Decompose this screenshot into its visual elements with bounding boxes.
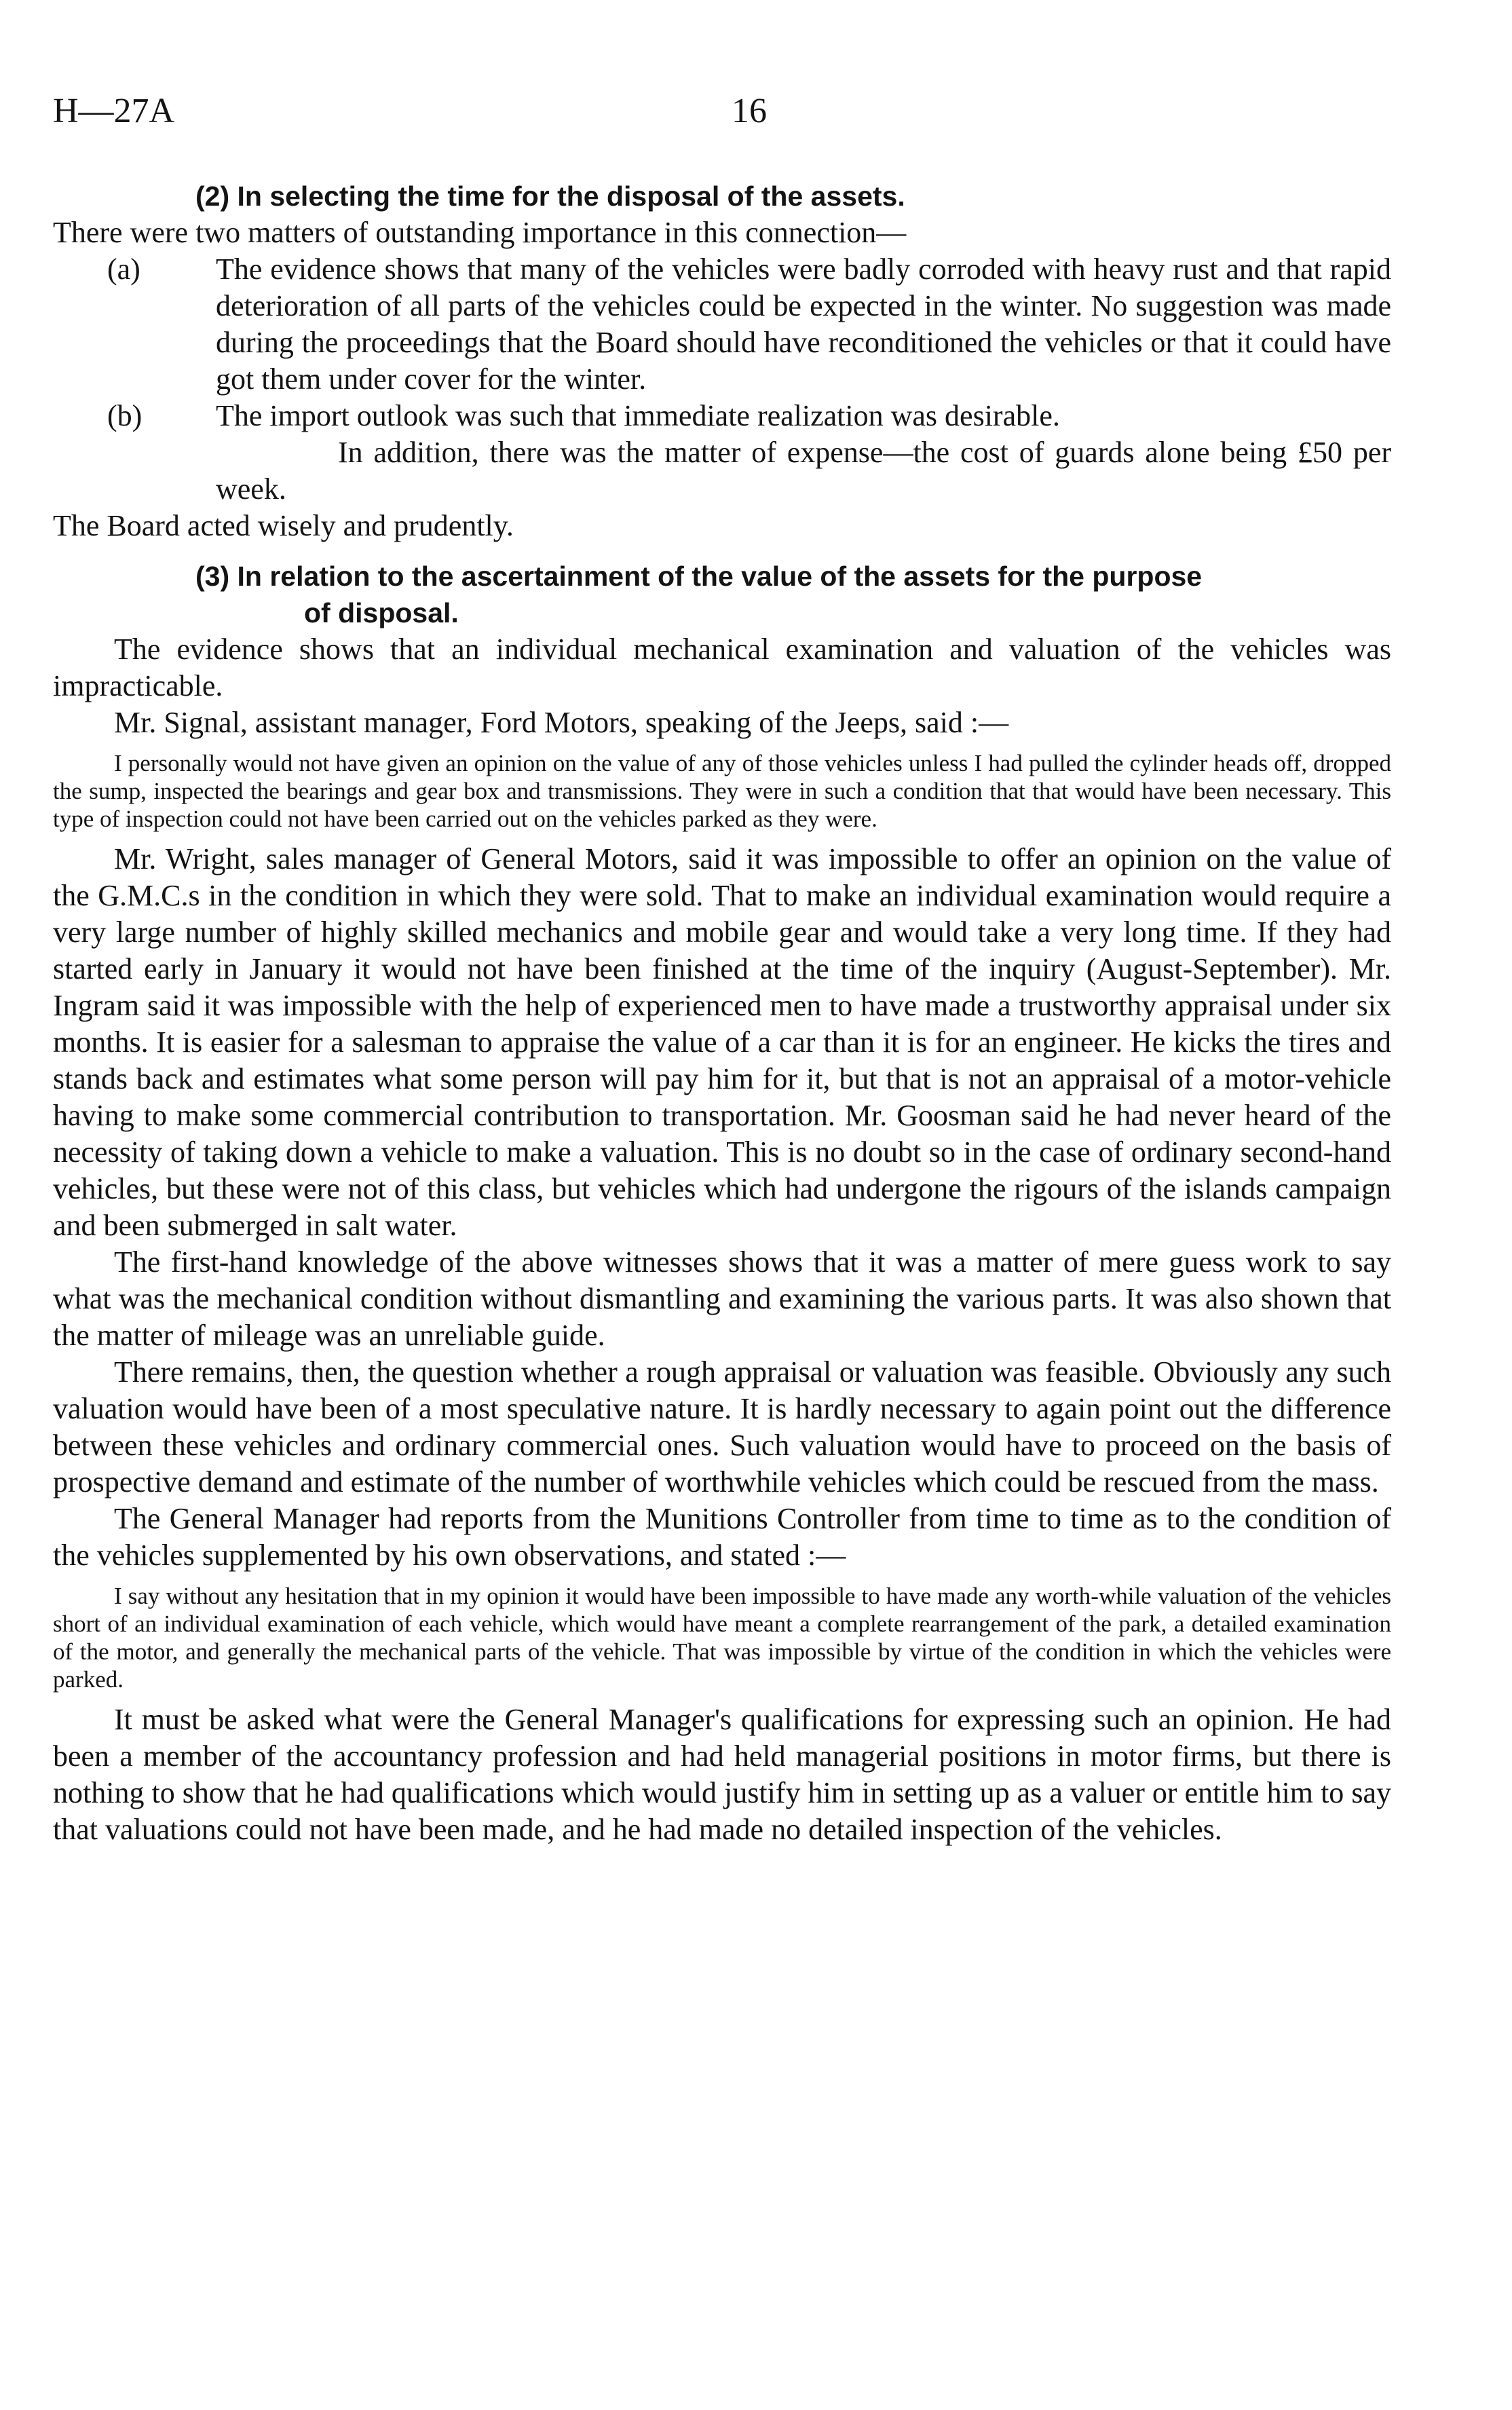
general-manager-quote: I say without any hesitation that in my opinion it would have been impossible to have made any worth-while valuation of the vehicles short of an individual examination of each vehicle, which would have meant a complete rearrangement of the park, a detailed examination of the motor, and generally the mechanical parts of the vehicle. That was impossible by virtue of the condition in which the vehicles were parked.	[53, 1583, 1391, 1693]
page-header	[53, 87, 1410, 136]
item-b-text: The import outlook was such that immediate realization was desirable.	[216, 399, 1060, 432]
section-3-paragraph-7: It must be asked what were the General Manager's qualifications for expressing such an opinion. He had been a member of the accountancy profession and had held managerial positions in motor firms, but there is nothing to show that he had qualifications which would justify him in setting up as a valuer or entitle him to say that valuations could not have been made, and he had made no detailed inspection of the vehicles.	[53, 1703, 1391, 1846]
section-3-heading-line2: of disposal.	[304, 597, 459, 628]
section-3-paragraph-3: Mr. Wright, sales manager of General Motors, said it was impossible to offer an opinion on the value of the G.M.C.s in the condition in which they were sold. That to make an individual examination would require a very large number of highly skilled mechanics and mobile gear and would take a very long time. If they had started early in January it would not have been finished at the time of the inquiry (August-September). Mr. Ingram said it was impossible with the help of experienced men to have made a trustworthy appraisal under six months. It is easier for a salesman to appraise the value of a car than it is for an engineer. He kicks the tires and stands back and estimates what some person will pay him for it, but that is not an appraisal of a motor-vehicle having to make some commercial contribution to transportation. Mr. Goosman said he had never heard of the necessity of taking down a vehicle to make a valuation. This is no doubt so in the case of ordinary second-hand vehicles, but these were not of this class, but vehicles which had undergone the rigours of the islands campaign and been submerged in salt water.	[53, 842, 1391, 1242]
item-a	[53, 251, 1391, 398]
item-a-label: (a)	[107, 252, 140, 286]
section-3-paragraph-4: The first-hand knowledge of the above witnesses shows that it was a matter of mere guess work to say what was the mechanical condition without dismantling and examining the various parts. It was also shown that the matter of mileage was an unreliable guide.	[53, 1245, 1391, 1352]
section-2-heading: (2) In selecting the time for the disposal of the assets.	[195, 181, 905, 212]
document-body	[53, 178, 1391, 1848]
section-3-heading	[53, 558, 1391, 631]
section-2-conclusion: The Board acted wisely and prudently.	[53, 509, 514, 542]
section-3-paragraph-1: The evidence shows that an individual mechanical examination and valuation of the vehicles was impracticable.	[53, 633, 1391, 702]
item-b	[53, 398, 1391, 434]
document-code: H—27A	[53, 92, 175, 130]
signal-quote: I personally would not have given an opinion on the value of any of those vehicles unless I had pulled the cylinder heads off, dropped the sump, inspected the bearings and gear box and transmissions. They were in such a condition that that would have been necessary. This type of inspection could not have been carried out on the vehicles parked as they were.	[53, 750, 1391, 832]
page-number: 16	[732, 92, 767, 130]
section-2-intro: There were two matters of outstanding importance in this connection—	[53, 216, 907, 249]
section-3-paragraph-5: There remains, then, the question whether a rough appraisal or valuation was feasible. Obviously any such valuation would have been of a most speculative nature. It is hardly necessary to again point out the difference between these vehicles and ordinary commercial ones. Such valuation would have to proceed on the basis of prospective demand and estimate of the number of worthwhile vehicles which could be rescued from the mass.	[53, 1355, 1391, 1499]
item-a-text: The evidence shows that many of the vehicles were badly corroded with heavy rust and that rapid deterioration of all parts of the vehicles could be expected in the winter. No suggestion was made during the proceedings that the Board should have reconditioned the vehicles or that it could have got them under cover for the winter.	[216, 252, 1391, 396]
item-b-label: (b)	[107, 399, 143, 432]
section-2-addition: In addition, there was the matter of expense—the cost of guards alone being £50 per week.	[216, 436, 1391, 506]
section-3-paragraph-2: Mr. Signal, assistant manager, Ford Motors, speaking of the Jeeps, said :—	[114, 706, 1009, 739]
section-3-heading-line1: (3) In relation to the ascertainment of the value of the assets for the purpose	[195, 561, 1203, 592]
section-3-paragraph-6: The General Manager had reports from the Munitions Controller from time to time as to the condition of the vehicles supplemented by his own observations, and stated :—	[53, 1502, 1391, 1572]
